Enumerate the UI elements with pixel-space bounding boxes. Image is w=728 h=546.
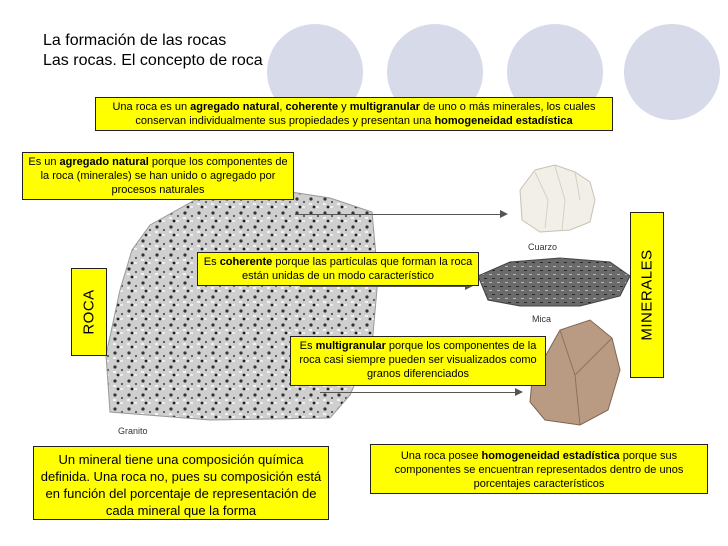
arrow-to-mica bbox=[300, 286, 465, 287]
homogeneidad-box bbox=[370, 444, 708, 494]
definition-text-3: y bbox=[338, 101, 350, 113]
definition-bold-3: multigranular bbox=[349, 101, 421, 113]
agregado-text-1: Es un bbox=[28, 156, 60, 168]
agregado-natural-box bbox=[22, 152, 294, 200]
agregado-text-2: porque los componentes de la roca (minerales) se han unido o agregado por procesos naturales bbox=[40, 156, 288, 196]
granite-label: Granito bbox=[118, 426, 148, 436]
arrow-to-quartz bbox=[295, 214, 500, 215]
minerales-label: MINERALES bbox=[638, 249, 656, 341]
arrow-head-icon bbox=[500, 210, 508, 218]
definition-text-2: , bbox=[279, 101, 286, 113]
definition-text-1: Una roca es un bbox=[112, 101, 191, 113]
agregado-bold: agregado natural bbox=[59, 156, 149, 168]
coherente-text-2: porque las partículas que forman la roca están unidas de un modo característico bbox=[241, 256, 473, 282]
definition-bold-2: coherente bbox=[285, 101, 339, 113]
coherente-bold: coherente bbox=[219, 256, 273, 268]
roca-label-box bbox=[71, 268, 107, 356]
definition-box bbox=[95, 97, 613, 131]
title-line-2: Las rocas. El concepto de roca bbox=[43, 52, 263, 69]
mica-label: Mica bbox=[532, 314, 552, 324]
homogeneidad-text-1: Una roca posee bbox=[400, 450, 482, 462]
homogeneidad-bold: homogeneidad estadística bbox=[481, 450, 620, 462]
coherente-text-1: Es bbox=[203, 256, 220, 268]
homogeneidad-text-2: porque sus componentes se encuentran representados dentro de unos porcentajes característicos bbox=[394, 450, 684, 490]
roca-label: ROCA bbox=[80, 289, 98, 335]
multigranular-text-2: porque los componentes de la roca casi siempre pueden ser visualizados como granos diferenciados bbox=[299, 340, 537, 380]
arrow-head-icon bbox=[515, 388, 523, 396]
mineral-note-text: Un mineral tiene una composición química definida. Una roca no, pues su composición está en función del porcentaje de representación de cada mineral que la forma bbox=[40, 452, 322, 518]
title-line-1: La formación de las rocas bbox=[43, 32, 227, 49]
minerales-label-box bbox=[630, 212, 664, 378]
definition-bold-4: homogeneidad estadística bbox=[434, 115, 573, 127]
multigranular-bold: multigranular bbox=[315, 340, 386, 352]
coherente-box bbox=[197, 252, 479, 286]
definition-text-4: de uno o más minerales, los cuales conservan individualmente sus propiedades y presentan una bbox=[135, 101, 596, 127]
mica-mineral bbox=[478, 258, 630, 306]
quartz-label: Cuarzo bbox=[528, 242, 558, 252]
definition-bold-1: agregado natural bbox=[190, 101, 280, 113]
multigranular-text-1: Es bbox=[299, 340, 316, 352]
mineral-note-box bbox=[33, 446, 329, 520]
arrow-to-feldspar bbox=[320, 392, 515, 393]
multigranular-box bbox=[290, 336, 546, 386]
